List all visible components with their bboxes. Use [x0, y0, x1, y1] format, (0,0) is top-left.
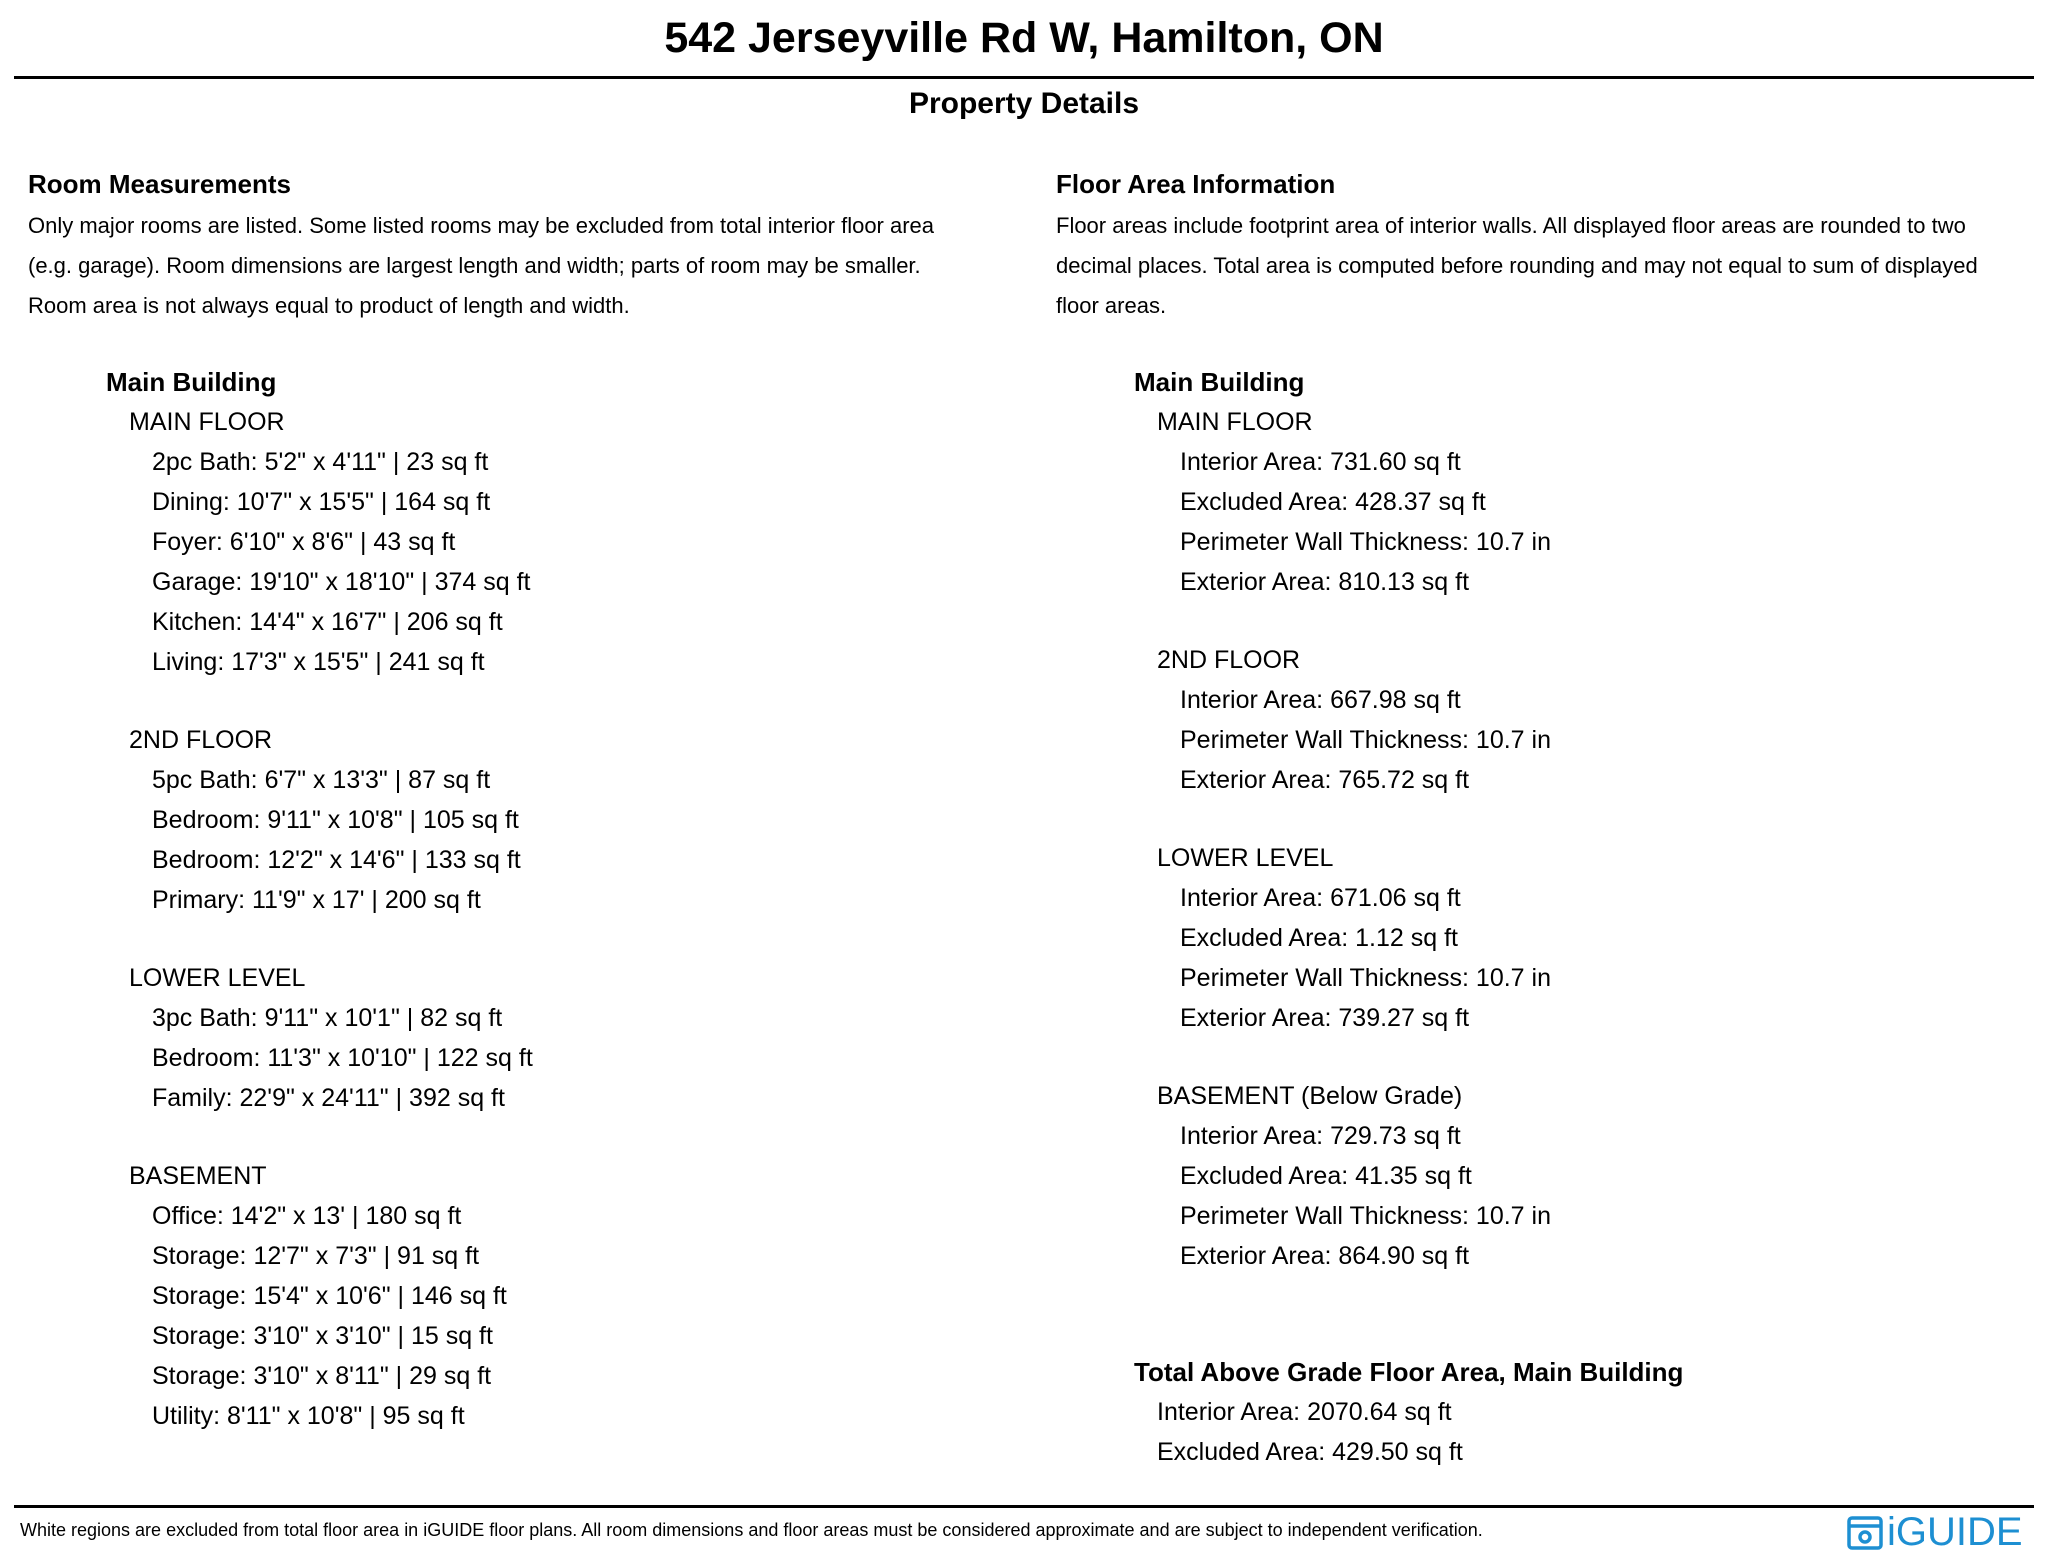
floor-heading: MAIN FLOOR — [129, 408, 285, 436]
area-item: Perimeter Wall Thickness: 10.7 in — [1180, 1202, 1551, 1230]
room-item: Storage: 12'7" x 7'3" | 91 sq ft — [152, 1242, 480, 1270]
area-item: Interior Area: 729.73 sq ft — [1180, 1122, 1461, 1150]
floor-area-description — [1056, 206, 2046, 326]
floor-heading: LOWER LEVEL — [129, 964, 306, 992]
floor-heading: 2ND FLOOR — [1157, 646, 1301, 674]
building-heading: Main Building — [1134, 367, 1305, 397]
room-item: Family: 22'9" x 24'11" | 392 sq ft — [152, 1084, 505, 1112]
top-divider — [14, 76, 2034, 79]
room-measurements-description — [28, 206, 1028, 326]
iguide-camera-icon — [1847, 1516, 1883, 1550]
floor-heading: LOWER LEVEL — [1157, 844, 1334, 872]
description-line: Room area is not always equal to product of length and width. — [28, 293, 630, 318]
building-heading: Main Building — [106, 367, 277, 397]
area-item: Excluded Area: 428.37 sq ft — [1180, 488, 1486, 516]
area-item: Exterior Area: 765.72 sq ft — [1180, 766, 1470, 794]
floor-area-section — [1056, 166, 2046, 326]
description-line: Floor areas include footprint area of interior walls. All displayed floor areas are rounded to two — [1056, 213, 1966, 238]
total-area-block — [1134, 1352, 2014, 1472]
bottom-divider — [14, 1505, 2034, 1508]
room-item: Dining: 10'7" x 15'5" | 164 sq ft — [152, 488, 491, 516]
total-area-item: Interior Area: 2070.64 sq ft — [1157, 1398, 1452, 1426]
room-item: Garage: 19'10" x 18'10" | 374 sq ft — [152, 568, 531, 596]
room-item: Office: 14'2" x 13' | 180 sq ft — [152, 1202, 462, 1230]
area-item: Excluded Area: 41.35 sq ft — [1180, 1162, 1472, 1190]
area-item: Interior Area: 667.98 sq ft — [1180, 686, 1461, 714]
room-item: Utility: 8'11" x 10'8" | 95 sq ft — [152, 1402, 465, 1430]
floor-heading: BASEMENT — [129, 1162, 267, 1190]
area-item: Exterior Area: 739.27 sq ft — [1180, 1004, 1470, 1032]
area-item: Interior Area: 731.60 sq ft — [1180, 448, 1461, 476]
floor-area-heading: Floor Area Information — [1056, 169, 1336, 199]
floor-heading: BASEMENT (Below Grade) — [1157, 1082, 1463, 1110]
area-item: Interior Area: 671.06 sq ft — [1180, 884, 1461, 912]
area-item: Perimeter Wall Thickness: 10.7 in — [1180, 964, 1551, 992]
room-item: Primary: 11'9" x 17' | 200 sq ft — [152, 886, 481, 914]
room-list — [106, 362, 1006, 1436]
area-item: Perimeter Wall Thickness: 10.7 in — [1180, 726, 1551, 754]
total-area-heading: Total Above Grade Floor Area, Main Building — [1134, 1357, 1684, 1387]
floor-area-list — [1134, 362, 2014, 1276]
room-item: Bedroom: 12'2" x 14'6" | 133 sq ft — [152, 846, 521, 874]
iguide-logo — [1847, 1512, 2023, 1552]
footer-disclaimer: White regions are excluded from total floor area in iGUIDE floor plans. All room dimensions and floor areas must be considered approximate and are subject to independent verification. — [20, 1520, 1483, 1540]
room-item: Storage: 3'10" x 3'10" | 15 sq ft — [152, 1322, 493, 1350]
room-item: Foyer: 6'10" x 8'6" | 43 sq ft — [152, 528, 456, 556]
area-item: Exterior Area: 810.13 sq ft — [1180, 568, 1470, 596]
room-item: 3pc Bath: 9'11" x 10'1" | 82 sq ft — [152, 1004, 503, 1032]
area-item: Excluded Area: 1.12 sq ft — [1180, 924, 1458, 952]
page-title: 542 Jerseyville Rd W, Hamilton, ON — [664, 14, 1384, 62]
floor-heading: MAIN FLOOR — [1157, 408, 1313, 436]
total-area-item: Excluded Area: 429.50 sq ft — [1157, 1438, 1463, 1466]
room-item: Bedroom: 11'3" x 10'10" | 122 sq ft — [152, 1044, 533, 1072]
room-item: 2pc Bath: 5'2" x 4'11" | 23 sq ft — [152, 448, 489, 476]
room-item: Bedroom: 9'11" x 10'8" | 105 sq ft — [152, 806, 519, 834]
room-measurements-section — [28, 166, 1028, 326]
room-item: Storage: 15'4" x 10'6" | 146 sq ft — [152, 1282, 507, 1310]
room-item: Kitchen: 14'4" x 16'7" | 206 sq ft — [152, 608, 503, 636]
iguide-logo-text: iGUIDE — [1887, 1510, 2023, 1554]
description-line: Only major rooms are listed. Some listed rooms may be excluded from total interior floor area — [28, 213, 935, 238]
area-item: Exterior Area: 864.90 sq ft — [1180, 1242, 1470, 1270]
page-subtitle: Property Details — [908, 87, 1140, 120]
description-line: (e.g. garage). Room dimensions are largest length and width; parts of room may be smaller. — [28, 253, 921, 278]
description-line: floor areas. — [1056, 293, 1167, 318]
room-item: Storage: 3'10" x 8'11" | 29 sq ft — [152, 1362, 492, 1390]
room-item: 5pc Bath: 6'7" x 13'3" | 87 sq ft — [152, 766, 491, 794]
room-item: Living: 17'3" x 15'5" | 241 sq ft — [152, 648, 485, 676]
floor-heading: 2ND FLOOR — [129, 726, 273, 754]
description-line: decimal places. Total area is computed before rounding and may not equal to sum of displayed — [1056, 253, 1978, 278]
area-item: Perimeter Wall Thickness: 10.7 in — [1180, 528, 1551, 556]
room-measurements-heading: Room Measurements — [28, 169, 291, 199]
